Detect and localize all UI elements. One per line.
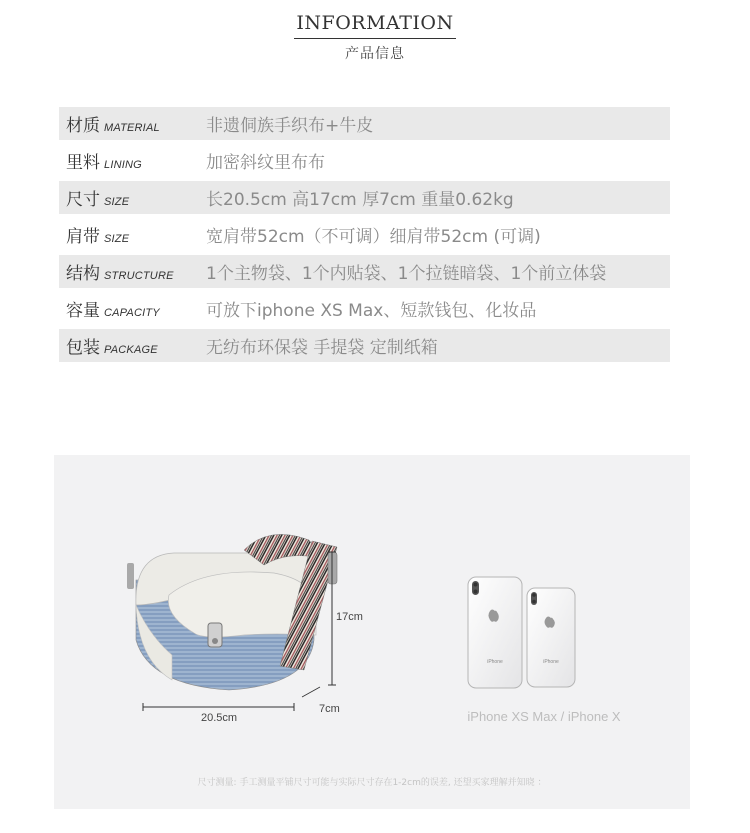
spec-label-cn: 材质 <box>66 116 100 136</box>
spec-label-en: MATERIAL <box>104 122 160 134</box>
depth-dimension-label: 7cm <box>319 703 340 715</box>
spec-row-package <box>59 329 670 362</box>
width-dimension-label: 20.5cm <box>201 712 238 724</box>
spec-row-strap <box>59 218 670 251</box>
spec-label-cn: 包装 <box>66 338 100 358</box>
product-photo-panel <box>54 455 690 809</box>
bag <box>127 534 337 690</box>
height-dimension-label: 17cm <box>336 611 363 623</box>
spec-label-en: SIZE <box>104 233 130 245</box>
spec-row-size <box>59 181 670 214</box>
spec-row-lining <box>59 144 670 177</box>
spec-value: 长20.5cm 高17cm 厚7cm 重量0.62kg <box>206 190 514 210</box>
spec-label-en: CAPACITY <box>104 307 160 319</box>
spec-value: 加密斜纹里布布 <box>206 153 325 173</box>
title-english: INFORMATION <box>294 12 455 39</box>
spec-value: 1个主物袋、1个内贴袋、1个拉链暗袋、1个前立体袋 <box>206 264 607 284</box>
spec-label-cn: 里料 <box>66 153 100 173</box>
product-illustration <box>54 455 690 809</box>
phone-caption: iPhone XS Max / iPhone X <box>467 709 621 724</box>
phone-x <box>527 588 575 687</box>
measurement-note: 尺寸测量: 手工测量平铺尺寸可能与实际尺寸存在1-2cm的误差, 还望买家理解并知晓 ： <box>197 778 547 788</box>
spec-label-en: PACKAGE <box>104 344 158 356</box>
spec-row-capacity <box>59 292 670 325</box>
spec-label-cn: 结构 <box>66 264 100 284</box>
spec-label-cn: 容量 <box>66 301 100 321</box>
spec-value: 宽肩带52cm（不可调）细肩带52cm (可调) <box>206 227 541 247</box>
strap-ring-left <box>127 563 134 589</box>
spec-label-cn: 尺寸 <box>66 190 100 210</box>
phone-xs-max <box>468 577 522 688</box>
page-header <box>0 12 750 63</box>
spec-label-en: SIZE <box>104 196 130 208</box>
spec-value: 可放下iphone XS Max、短款钱包、化妆品 <box>206 301 537 321</box>
phone-brand-text: iPhone <box>543 659 559 665</box>
spec-value: 非遗侗族手织布+牛皮 <box>206 116 374 136</box>
phone-brand-text: iPhone <box>487 659 503 665</box>
spec-value: 无纺布环保袋 手提袋 定制纸箱 <box>206 338 438 358</box>
title-chinese: 产品信息 <box>345 46 405 62</box>
spec-table <box>59 107 670 366</box>
spec-row-structure <box>59 255 670 288</box>
spec-label-en: LINING <box>104 159 142 171</box>
spec-label-en: STRUCTURE <box>104 270 174 282</box>
spec-label-cn: 肩带 <box>66 227 100 247</box>
spec-row-material <box>59 107 670 140</box>
